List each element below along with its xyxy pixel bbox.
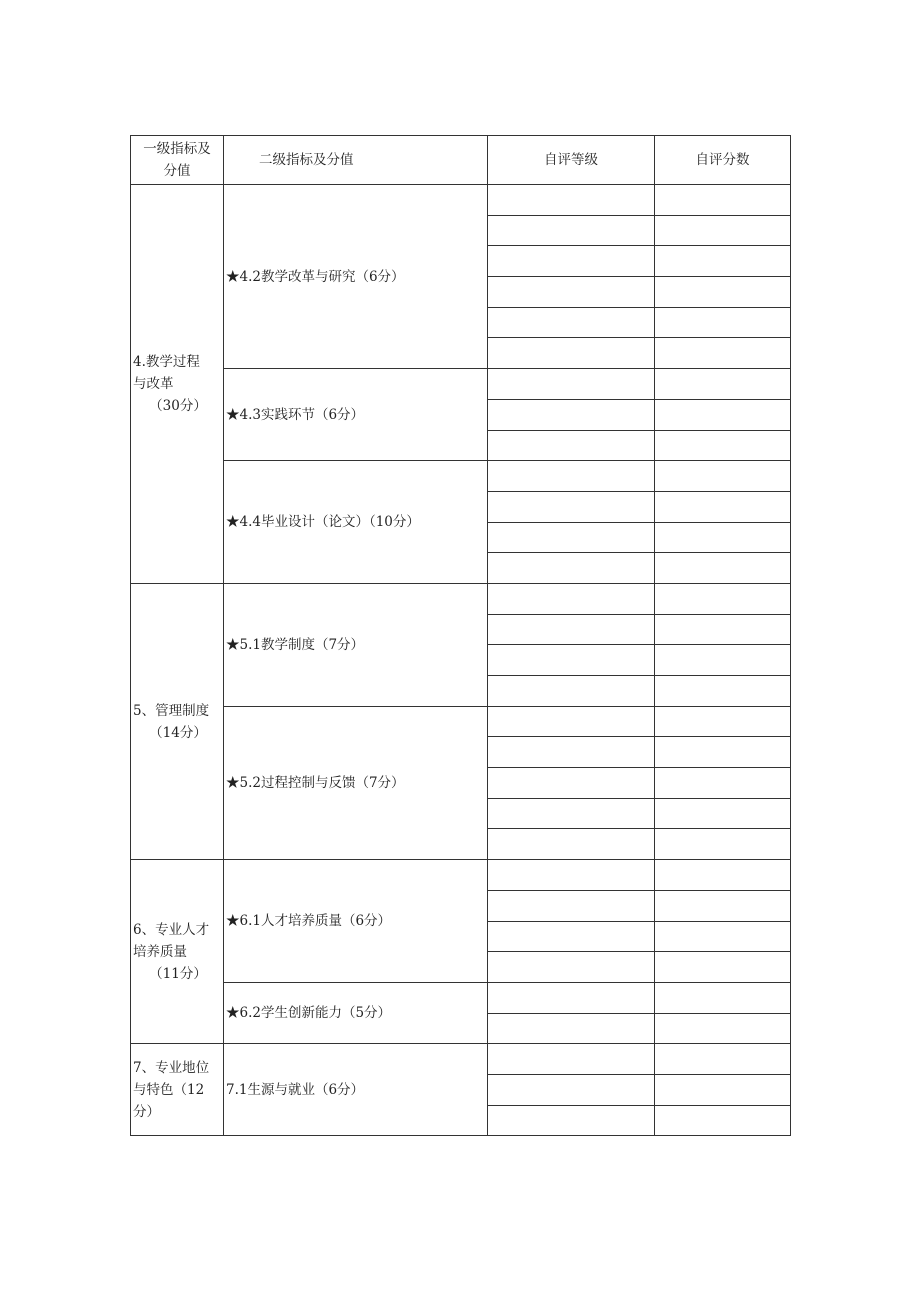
self-grade-cell[interactable] xyxy=(488,1074,655,1105)
self-grade-cell[interactable] xyxy=(488,1105,655,1136)
self-grade-cell[interactable] xyxy=(488,829,655,860)
self-score-cell[interactable] xyxy=(655,553,791,584)
self-score-cell[interactable] xyxy=(655,1105,791,1136)
primary-indicator-cell xyxy=(131,185,224,584)
self-grade-cell[interactable] xyxy=(488,246,655,277)
primary-indicator-line: 4.教学过程 xyxy=(133,353,200,370)
self-grade-cell[interactable] xyxy=(488,491,655,522)
table-row xyxy=(131,1044,791,1075)
self-grade-cell[interactable] xyxy=(488,338,655,369)
self-score-cell[interactable] xyxy=(655,185,791,216)
primary-indicator-cell xyxy=(131,1044,224,1136)
evaluation-table xyxy=(130,135,791,1136)
self-score-cell[interactable] xyxy=(655,1044,791,1075)
self-score-cell[interactable] xyxy=(655,921,791,952)
self-score-cell[interactable] xyxy=(655,246,791,277)
secondary-indicator-cell: ★4.2教学改革与研究（6分） xyxy=(224,185,488,369)
secondary-indicator-cell: ★6.2学生创新能力（5分） xyxy=(224,982,488,1043)
secondary-indicator-cell: 7.1生源与就业（6分） xyxy=(224,1044,488,1136)
primary-indicator-cell xyxy=(131,583,224,859)
self-grade-cell[interactable] xyxy=(488,553,655,584)
self-score-cell[interactable] xyxy=(655,860,791,891)
self-grade-cell[interactable] xyxy=(488,890,655,921)
self-score-cell[interactable] xyxy=(655,676,791,707)
self-score-cell[interactable] xyxy=(655,798,791,829)
self-grade-cell[interactable] xyxy=(488,461,655,492)
header-self-grade: 自评等级 xyxy=(488,136,655,185)
table-row xyxy=(131,860,791,891)
self-score-cell[interactable] xyxy=(655,952,791,983)
self-grade-cell[interactable] xyxy=(488,798,655,829)
self-grade-cell[interactable] xyxy=(488,952,655,983)
self-grade-cell[interactable] xyxy=(488,676,655,707)
self-grade-cell[interactable] xyxy=(488,768,655,799)
self-score-cell[interactable] xyxy=(655,737,791,768)
self-grade-cell[interactable] xyxy=(488,369,655,400)
self-score-cell[interactable] xyxy=(655,399,791,430)
self-score-cell[interactable] xyxy=(655,1074,791,1105)
self-grade-cell[interactable] xyxy=(488,1044,655,1075)
self-score-cell[interactable] xyxy=(655,645,791,676)
header-primary-indicator: 一级指标及 分值 xyxy=(131,136,224,185)
primary-indicator-line: 与特色（12 xyxy=(133,1081,205,1098)
table-body xyxy=(131,185,791,1136)
header-self-score: 自评分数 xyxy=(655,136,791,185)
primary-indicator-line: （30分） xyxy=(149,397,207,414)
self-grade-cell[interactable] xyxy=(488,399,655,430)
primary-indicator-line: 7、专业地位 xyxy=(133,1059,210,1076)
secondary-indicator-cell: ★4.3实践环节（6分） xyxy=(224,369,488,461)
self-score-cell[interactable] xyxy=(655,369,791,400)
table-row xyxy=(131,706,791,737)
self-score-cell[interactable] xyxy=(655,768,791,799)
self-grade-cell[interactable] xyxy=(488,921,655,952)
self-grade-cell[interactable] xyxy=(488,1013,655,1044)
self-score-cell[interactable] xyxy=(655,982,791,1013)
primary-indicator-cell xyxy=(131,860,224,1044)
self-score-cell[interactable] xyxy=(655,890,791,921)
self-grade-cell[interactable] xyxy=(488,583,655,614)
self-score-cell[interactable] xyxy=(655,215,791,246)
secondary-indicator-cell: ★6.1人才培养质量（6分） xyxy=(224,860,488,983)
self-score-cell[interactable] xyxy=(655,706,791,737)
self-grade-cell[interactable] xyxy=(488,430,655,461)
self-grade-cell[interactable] xyxy=(488,185,655,216)
self-score-cell[interactable] xyxy=(655,583,791,614)
primary-indicator-line: 5、管理制度 xyxy=(133,702,210,719)
table-row xyxy=(131,185,791,216)
self-score-cell[interactable] xyxy=(655,430,791,461)
self-grade-cell[interactable] xyxy=(488,860,655,891)
self-grade-cell[interactable] xyxy=(488,737,655,768)
primary-indicator-line: （14分） xyxy=(149,724,207,741)
primary-indicator-line: 培养质量 xyxy=(133,943,187,960)
self-score-cell[interactable] xyxy=(655,522,791,553)
self-score-cell[interactable] xyxy=(655,277,791,308)
self-score-cell[interactable] xyxy=(655,307,791,338)
table-row xyxy=(131,982,791,1013)
self-grade-cell[interactable] xyxy=(488,307,655,338)
secondary-indicator-cell: ★4.4毕业设计（论文）（10分） xyxy=(224,461,488,584)
secondary-indicator-cell: ★5.1教学制度（7分） xyxy=(224,583,488,706)
self-score-cell[interactable] xyxy=(655,338,791,369)
self-grade-cell[interactable] xyxy=(488,706,655,737)
self-grade-cell[interactable] xyxy=(488,982,655,1013)
primary-indicator-line: 6、专业人才 xyxy=(133,921,210,938)
self-grade-cell[interactable] xyxy=(488,614,655,645)
self-score-cell[interactable] xyxy=(655,1013,791,1044)
table-header-row xyxy=(131,136,791,185)
table-row xyxy=(131,583,791,614)
self-grade-cell[interactable] xyxy=(488,645,655,676)
self-grade-cell[interactable] xyxy=(488,215,655,246)
header-secondary-indicator: 二级指标及分值 xyxy=(224,136,488,185)
primary-indicator-line: 分） xyxy=(133,1103,160,1120)
self-score-cell[interactable] xyxy=(655,461,791,492)
self-grade-cell[interactable] xyxy=(488,277,655,308)
self-score-cell[interactable] xyxy=(655,491,791,522)
secondary-indicator-cell: ★5.2过程控制与反馈（7分） xyxy=(224,706,488,859)
self-score-cell[interactable] xyxy=(655,614,791,645)
primary-indicator-line: （11分） xyxy=(149,965,207,982)
self-score-cell[interactable] xyxy=(655,829,791,860)
table-row xyxy=(131,369,791,400)
table-row xyxy=(131,461,791,492)
primary-indicator-line: 与改革 xyxy=(133,375,174,392)
self-grade-cell[interactable] xyxy=(488,522,655,553)
